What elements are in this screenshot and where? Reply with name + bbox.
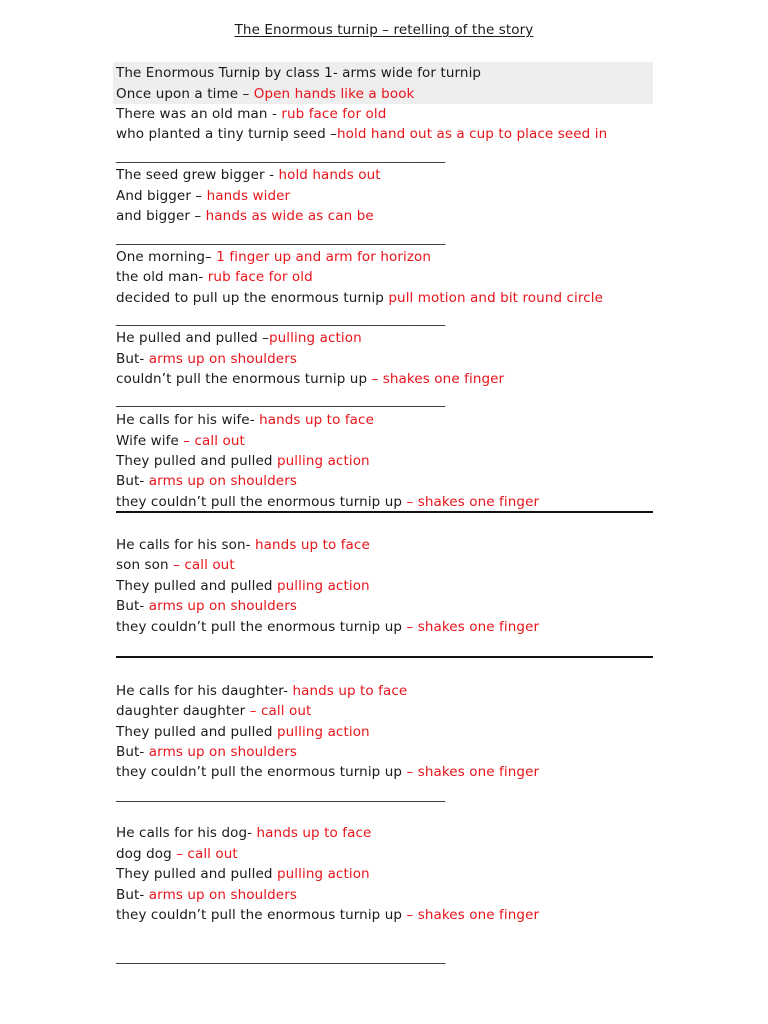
story-line: they couldn’t pull the enormous turnip up – shakes one finger — [116, 764, 540, 780]
story-line: who planted a tiny turnip seed –hold hand out as a cup to place seed in — [116, 126, 608, 142]
story-line: Once upon a time – Open hands like a book — [116, 86, 415, 102]
story-line: He calls for his dog- hands up to face — [116, 825, 372, 841]
section-rule — [116, 511, 653, 513]
story-line: couldn’t pull the enormous turnip up – shakes one finger — [116, 371, 505, 387]
section-divider: ___________________________________________________ — [116, 392, 445, 408]
story-line: They pulled and pulled pulling action — [116, 578, 370, 594]
story-line: But- arms up on shoulders — [116, 351, 297, 367]
story-line: they couldn’t pull the enormous turnip up – shakes one finger — [116, 619, 540, 635]
document-title: The Enormous turnip – retelling of the story — [234, 22, 534, 38]
story-line: He calls for his son- hands up to face — [116, 537, 370, 553]
section-divider: ___________________________________________________ — [116, 148, 445, 164]
section-divider: ___________________________________________________ — [116, 949, 445, 965]
section-divider: ___________________________________________________ — [116, 787, 445, 803]
story-line: They pulled and pulled pulling action — [116, 724, 370, 740]
section-divider: ___________________________________________________ — [116, 311, 445, 327]
story-line: daughter daughter – call out — [116, 703, 312, 719]
story-line: Wife wife – call out — [116, 433, 245, 449]
story-line: They pulled and pulled pulling action — [116, 866, 370, 882]
story-line: son son – call out — [116, 557, 235, 573]
story-line: they couldn’t pull the enormous turnip up – shakes one finger — [116, 494, 540, 510]
story-line: decided to pull up the enormous turnip pull motion and bit round circle — [116, 290, 604, 306]
story-line: One morning– 1 finger up and arm for horizon — [116, 249, 432, 265]
story-line: and bigger – hands as wide as can be — [116, 208, 374, 224]
story-line: The seed grew bigger - hold hands out — [116, 167, 381, 183]
story-line: There was an old man - rub face for old — [116, 106, 387, 122]
story-line: But- arms up on shoulders — [116, 473, 297, 489]
story-line: they couldn’t pull the enormous turnip up – shakes one finger — [116, 907, 540, 923]
section-divider: ___________________________________________________ — [116, 230, 445, 246]
story-line: But- arms up on shoulders — [116, 887, 297, 903]
section-rule — [116, 656, 653, 658]
story-line: But- arms up on shoulders — [116, 598, 297, 614]
story-line: dog dog – call out — [116, 846, 238, 862]
story-line: They pulled and pulled pulling action — [116, 453, 370, 469]
story-line: He calls for his daughter- hands up to face — [116, 683, 408, 699]
story-line: He pulled and pulled –pulling action — [116, 330, 362, 346]
story-line: He calls for his wife- hands up to face — [116, 412, 374, 428]
story-line: But- arms up on shoulders — [116, 744, 297, 760]
story-line: the old man- rub face for old — [116, 269, 313, 285]
story-line: And bigger – hands wider — [116, 188, 291, 204]
story-line: The Enormous Turnip by class 1- arms wide for turnip — [116, 65, 482, 81]
